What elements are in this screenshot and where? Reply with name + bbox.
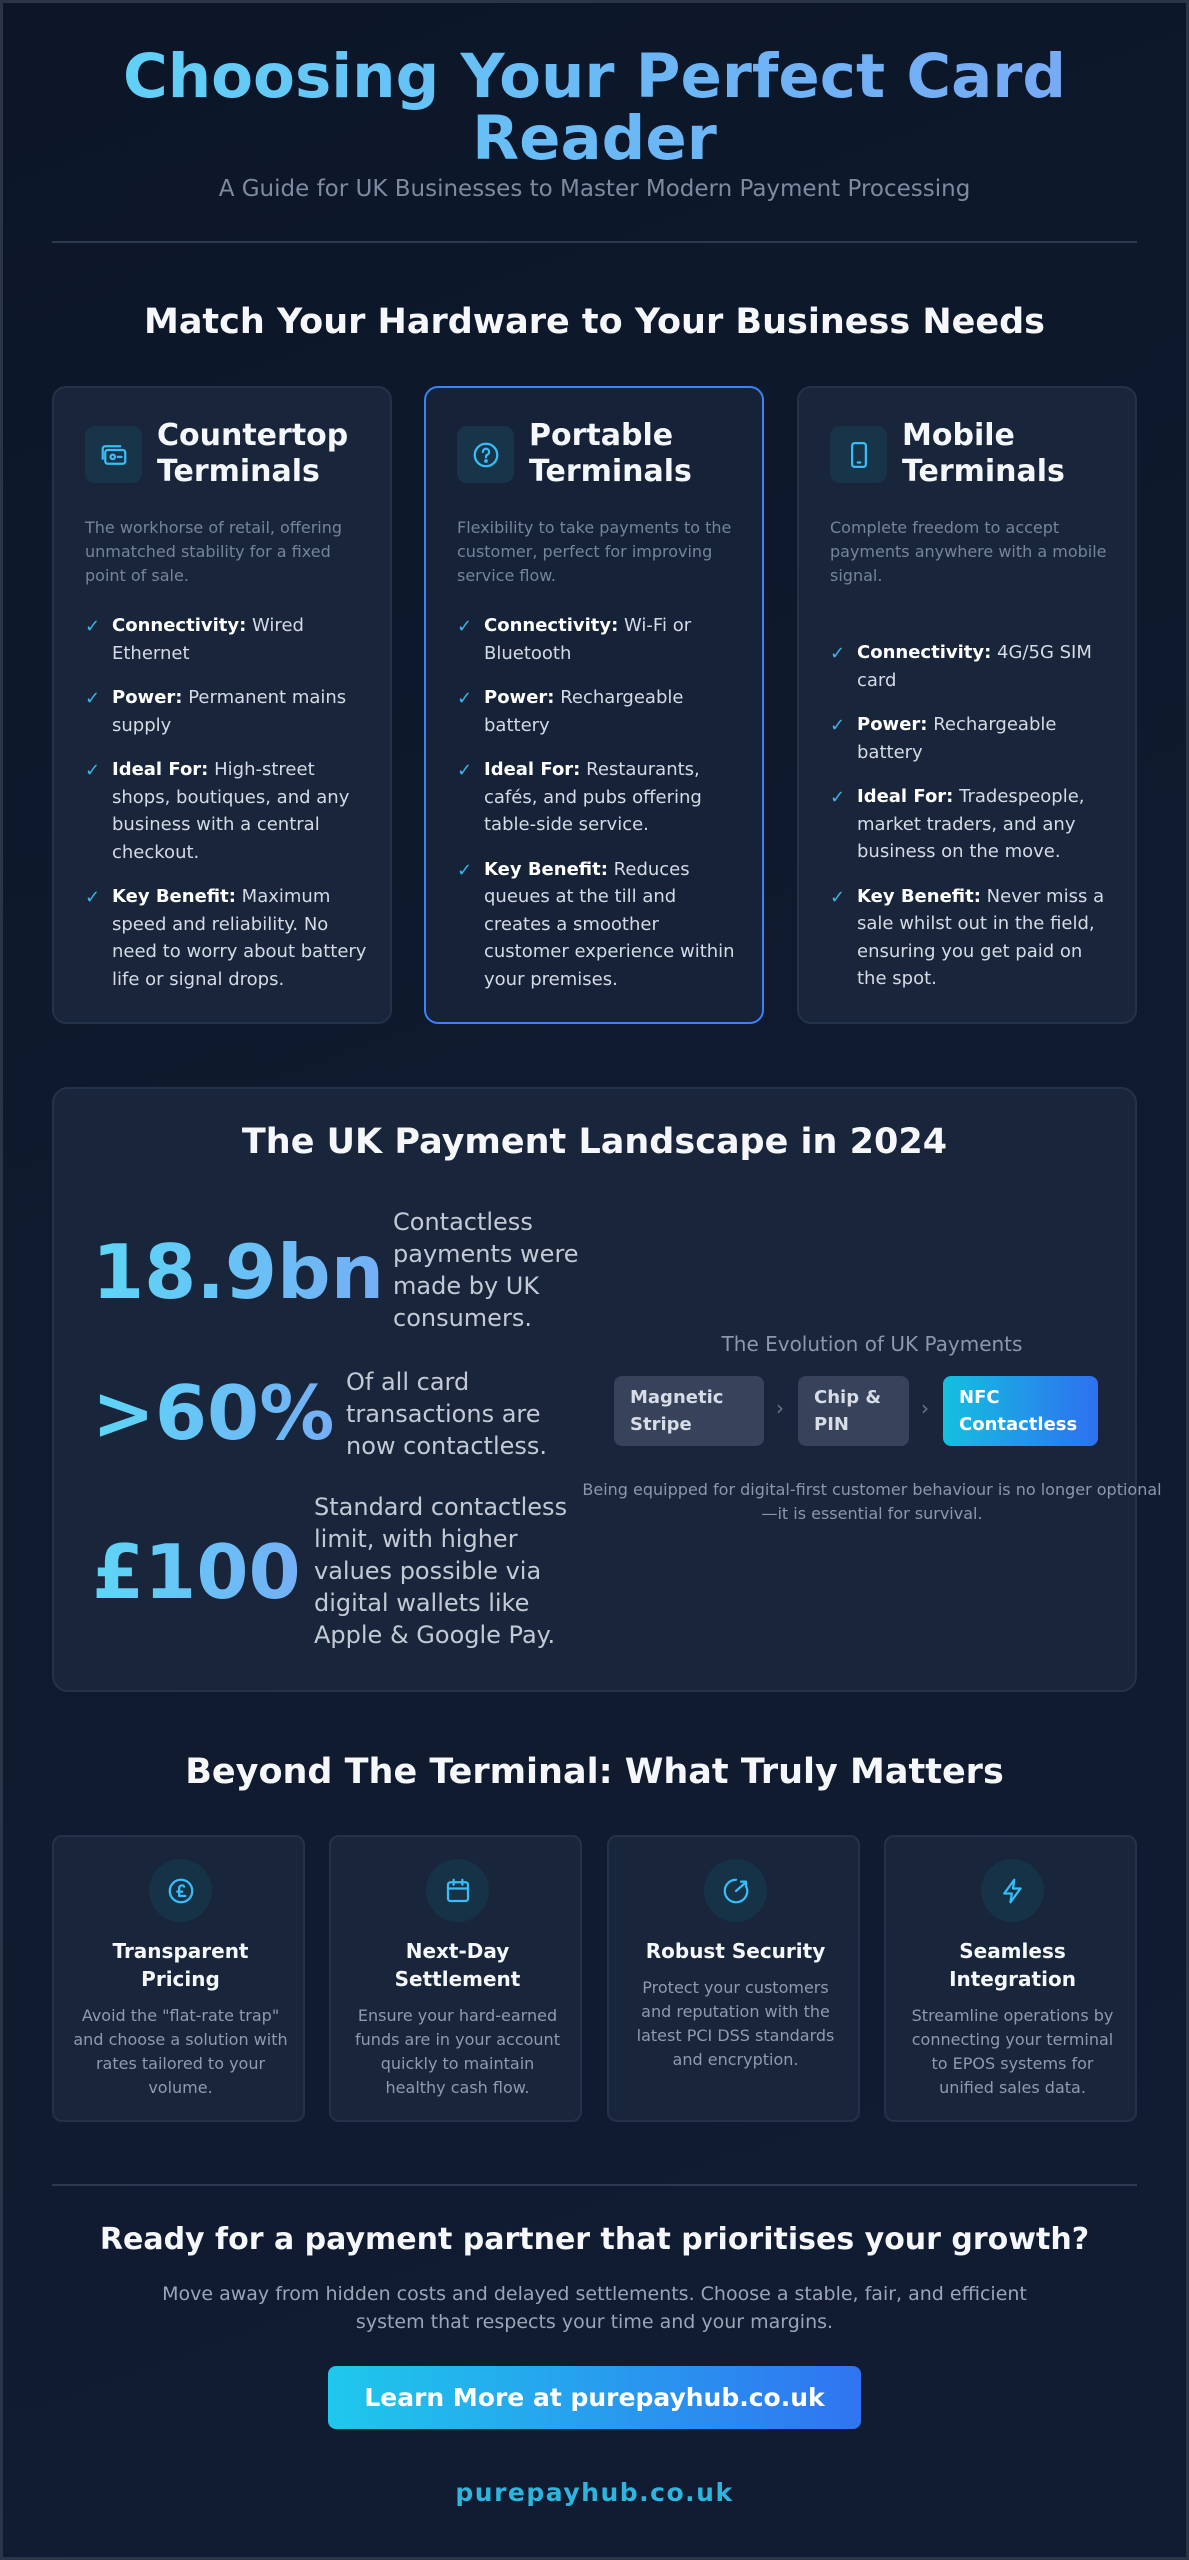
page-subtitle: A Guide for UK Businesses to Master Modern Payment Processing xyxy=(218,176,971,202)
cta-description: Move away from hidden costs and delayed settlements. Choose a stable, fair, and efficient system that respects your time and your margins. xyxy=(162,2283,1027,2333)
card-title: Robust Security xyxy=(645,1939,826,1963)
check-icon: ✓ xyxy=(830,715,846,736)
feature-text: Wi-Fi or Bluetooth xyxy=(484,615,692,664)
card-description: Flexibility to take payments to the customer, perfect for improving service flow. xyxy=(457,518,732,585)
shield-icon xyxy=(704,1859,767,1922)
stat-value: 18.9bn xyxy=(92,1228,385,1316)
check-icon: ✓ xyxy=(830,643,846,664)
feature-text: Rechargeable battery xyxy=(484,687,684,736)
card-description: Streamline operations by connecting your terminal to EPOS systems for unified sales data. xyxy=(911,2006,1114,2097)
hardware-heading: Match Your Hardware to Your Business Needs xyxy=(143,302,1045,342)
feature-item xyxy=(830,639,1115,694)
check-icon: ✓ xyxy=(457,760,473,781)
feature-label: Ideal For: xyxy=(112,759,209,780)
help-circle-icon xyxy=(457,426,514,483)
check-icon: ✓ xyxy=(457,688,473,709)
cta-heading: Ready for a payment partner that prioritises your growth? xyxy=(99,2222,1090,2257)
stat-text: Of all card transactions are now contactless. xyxy=(346,1368,548,1460)
feature-text: Permanent mains supply xyxy=(112,687,347,736)
card-title: Transparent Pricing xyxy=(112,1939,249,1991)
next-day-settlement-card xyxy=(329,1835,582,2122)
card-title: Next-Day Settlement xyxy=(394,1939,521,1991)
feature-label: Key Benefit: xyxy=(857,885,981,907)
feature-item xyxy=(457,684,742,739)
evolution-note: Being equipped for digital-first customer behaviour is no longer optional—it is essential for survival. xyxy=(582,1480,1162,1523)
countertop-terminal-card xyxy=(52,386,392,1024)
beyond-heading: Beyond The Terminal: What Truly Matters xyxy=(185,1752,1004,1792)
page-title: Choosing Your Perfect Card Reader xyxy=(52,46,1137,170)
card-description: The workhorse of retail, offering unmatched stability for a fixed point of sale. xyxy=(85,518,343,585)
transparent-pricing-card xyxy=(52,1835,305,2122)
card-terminal-icon xyxy=(85,426,142,483)
stat-text: Contactless payments were made by UK consumers. xyxy=(393,1208,579,1332)
evolution-step-magnetic: Magnetic Stripe xyxy=(614,1376,764,1446)
calendar-icon xyxy=(426,1859,489,1922)
pound-coin-icon xyxy=(149,1859,212,1922)
check-icon: ✓ xyxy=(85,887,101,908)
learn-more-button[interactable]: Learn More at purepayhub.co.uk xyxy=(328,2366,861,2429)
card-description: Protect your customers and reputation with the latest PCI DSS standards and encryption. xyxy=(636,1978,835,2069)
chevron-right-icon: › xyxy=(776,1396,784,1420)
feature-list xyxy=(830,639,1115,1010)
divider xyxy=(52,2184,1137,2186)
card-title: Countertop Terminals xyxy=(157,418,349,489)
feature-item xyxy=(85,612,370,667)
feature-text: Wired Ethernet xyxy=(112,615,304,664)
portable-terminal-card xyxy=(424,386,764,1024)
feature-label: Ideal For: xyxy=(857,786,954,807)
stat-value: >60% xyxy=(92,1369,335,1457)
evolution-step-nfc: NFC Contactless xyxy=(943,1376,1098,1446)
feature-label: Connectivity: xyxy=(112,615,247,636)
lightning-icon xyxy=(981,1859,1044,1922)
feature-item xyxy=(85,883,370,993)
feature-item xyxy=(830,883,1115,993)
check-icon: ✓ xyxy=(830,886,846,908)
card-description: Avoid the "flat-rate trap" and choose a solution with rates tailored to your volume. xyxy=(73,2006,288,2097)
check-icon: ✓ xyxy=(85,616,101,637)
evolution-step-chip: Chip & PIN xyxy=(798,1376,909,1446)
feature-list xyxy=(457,612,742,1010)
feature-label: Key Benefit: xyxy=(112,886,236,907)
check-icon: ✓ xyxy=(457,859,473,881)
feature-item xyxy=(830,783,1115,866)
feature-item xyxy=(457,756,742,839)
feature-text: Reduces queues at the till and creates a smoother customer experience within your premises. xyxy=(484,858,735,990)
feature-item xyxy=(85,684,370,739)
mobile-terminal-card xyxy=(797,386,1137,1024)
feature-item xyxy=(830,711,1115,766)
feature-label: Power: xyxy=(484,687,555,708)
feature-label: Connectivity: xyxy=(857,642,992,663)
card-title: Mobile Terminals xyxy=(902,418,1065,489)
card-title: Seamless Integration xyxy=(949,1939,1076,1991)
check-icon: ✓ xyxy=(85,760,101,781)
feature-list xyxy=(85,612,370,1010)
landscape-heading: The UK Payment Landscape in 2024 xyxy=(241,1122,948,1162)
feature-label: Key Benefit: xyxy=(484,858,608,880)
check-icon: ✓ xyxy=(457,616,473,637)
divider xyxy=(52,241,1137,243)
robust-security-card xyxy=(607,1835,860,2122)
feature-text: High-street shops, boutiques, and any business with a central checkout. xyxy=(112,759,350,863)
feature-text: Restaurants, cafés, and pubs offering table-side service. xyxy=(484,759,702,835)
feature-label: Connectivity: xyxy=(484,615,619,636)
feature-text: Rechargeable battery xyxy=(857,714,1057,763)
feature-text: Never miss a sale whilst out in the field, ensuring you get paid on the spot. xyxy=(857,885,1105,989)
feature-label: Ideal For: xyxy=(484,759,581,780)
chevron-right-icon: › xyxy=(921,1396,929,1420)
footer-website-link[interactable]: purepayhub.co.uk xyxy=(455,2478,734,2507)
feature-item xyxy=(457,612,742,667)
card-description: Complete freedom to accept payments anywhere with a mobile signal. xyxy=(830,518,1107,585)
smartphone-icon xyxy=(830,426,887,483)
feature-item xyxy=(457,856,742,994)
feature-text: Tradespeople, market traders, and any business on the move. xyxy=(857,786,1085,862)
page-container xyxy=(52,0,1162,2560)
check-icon: ✓ xyxy=(830,787,846,808)
feature-text: Maximum speed and reliability. No need to worry about battery life or signal drops. xyxy=(112,886,367,990)
check-icon: ✓ xyxy=(85,688,101,709)
feature-label: Power: xyxy=(857,714,928,735)
card-description: Ensure your hard-earned funds are in your account quickly to maintain healthy cash flow. xyxy=(355,2006,560,2097)
seamless-integration-card xyxy=(884,1835,1137,2122)
feature-item xyxy=(85,756,370,866)
card-title: Portable Terminals xyxy=(529,418,692,489)
feature-text: 4G/5G SIM card xyxy=(857,642,1092,691)
evolution-title: The Evolution of UK Payments xyxy=(721,1332,1023,1356)
stat-value: £100 xyxy=(92,1528,301,1616)
stat-text: Standard contactless limit, with higher values possible via digital wallets like Apple & Google Pay. xyxy=(314,1493,568,1649)
feature-label: Power: xyxy=(112,687,183,708)
